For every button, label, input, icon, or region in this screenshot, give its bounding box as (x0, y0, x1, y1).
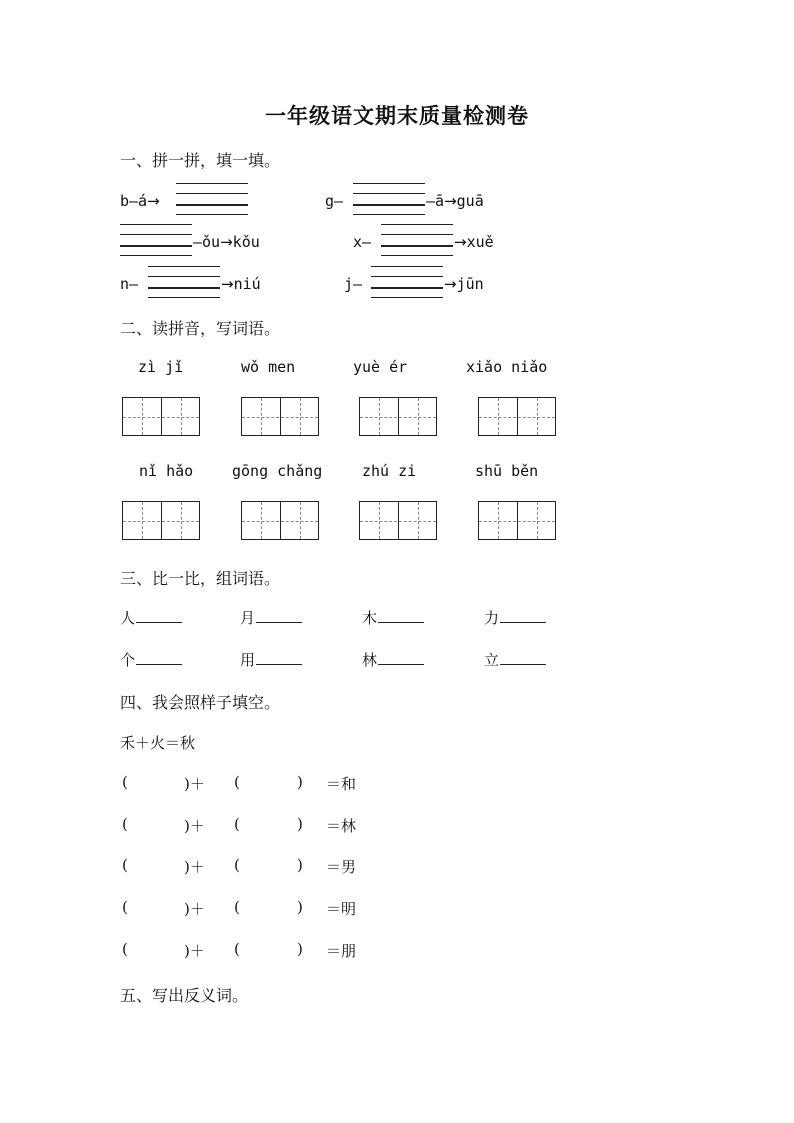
spell-r3b-left: j— (344, 275, 363, 293)
writing-staff[interactable] (176, 183, 248, 215)
answer-blank[interactable] (500, 650, 546, 665)
spell-r3a-left: n— (120, 275, 139, 293)
writing-grid[interactable] (478, 397, 556, 436)
fill-result: ＝朋 (326, 942, 357, 960)
fill-result: ＝男 (326, 858, 357, 876)
fill-open: ( (122, 940, 128, 958)
fill-close: ) (297, 898, 303, 916)
section-3-heading: 三、比一比，组词语。 (120, 569, 281, 588)
pinyin-label: gōng chǎng (232, 462, 323, 480)
answer-blank[interactable] (378, 608, 424, 623)
fill-plus: )＋ (184, 900, 205, 918)
fill-open: ( (234, 898, 240, 916)
answer-blank[interactable] (500, 608, 546, 623)
arrow-icon: → (147, 192, 160, 210)
answer-blank[interactable] (256, 608, 302, 623)
compare-item: 人 (120, 607, 182, 628)
writing-staff[interactable] (353, 183, 425, 215)
answer-blank[interactable] (136, 650, 182, 665)
fill-open: ( (234, 940, 240, 958)
writing-staff[interactable] (120, 224, 192, 256)
spell-r1a-left: b—á→ (120, 192, 160, 210)
fill-open: ( (122, 898, 128, 916)
writing-grid[interactable] (122, 397, 200, 436)
pinyin-label: zhú zi (362, 462, 417, 480)
arrow-icon: → (444, 275, 457, 293)
spell-r2b-right: →xuě (454, 233, 494, 251)
fill-plus: )＋ (184, 858, 205, 876)
writing-staff[interactable] (371, 266, 443, 298)
pinyin-label: zì jǐ (138, 358, 184, 376)
pinyin-label: xiǎo niǎo (466, 358, 548, 376)
writing-grid[interactable] (359, 397, 437, 436)
compare-item: 立 (484, 649, 546, 670)
section-1-heading: 一、拼一拼，填一填。 (120, 151, 281, 170)
arrow-icon: → (221, 275, 234, 293)
arrow-icon: → (454, 233, 467, 251)
fill-plus: )＋ (184, 817, 205, 835)
fill-close: ) (297, 940, 303, 958)
fill-plus: )＋ (184, 942, 205, 960)
compare-item: 用 (240, 649, 302, 670)
compare-item: 木 (362, 607, 424, 628)
fill-open: ( (122, 773, 128, 791)
pinyin-label: wǒ men (241, 358, 296, 376)
pinyin-label: nǐ hǎo (139, 462, 194, 480)
spell-r1b-left: g— (325, 192, 344, 210)
fill-close: ) (297, 815, 303, 833)
answer-blank[interactable] (378, 650, 424, 665)
section-5-heading: 五、写出反义词。 (120, 986, 249, 1005)
writing-grid[interactable] (359, 501, 437, 540)
writing-grid[interactable] (478, 501, 556, 540)
fill-open: ( (234, 815, 240, 833)
arrow-icon: → (220, 233, 233, 251)
fill-open: ( (234, 773, 240, 791)
spell-r1b-right: —ā→guā (426, 192, 484, 210)
compare-item: 林 (362, 649, 424, 670)
spell-r2b-left: x— (353, 233, 372, 251)
section-2-heading: 二、读拼音，写词语。 (120, 319, 281, 338)
writing-grid[interactable] (241, 501, 319, 540)
spell-r3b-right: →jūn (444, 275, 484, 293)
pinyin-label: yuè ér (353, 358, 408, 376)
spell-r2a-right: —ǒu→kǒu (193, 233, 260, 251)
compare-item: 月 (240, 607, 302, 628)
fill-close: ) (297, 856, 303, 874)
writing-grid[interactable] (241, 397, 319, 436)
example-formula: 禾＋火＝秋 (120, 734, 196, 752)
compare-item: 个 (120, 649, 182, 670)
section-4-heading: 四、我会照样子填空。 (120, 693, 281, 712)
fill-open: ( (122, 856, 128, 874)
writing-grid[interactable] (122, 501, 200, 540)
pinyin-label: shū běn (475, 462, 539, 480)
answer-blank[interactable] (136, 608, 182, 623)
writing-staff[interactable] (148, 266, 220, 298)
page-title: 一年级语文期末质量检测卷 (265, 103, 529, 128)
fill-plus: )＋ (184, 775, 205, 793)
fill-result: ＝林 (326, 817, 357, 835)
fill-result: ＝明 (326, 900, 357, 918)
fill-open: ( (122, 815, 128, 833)
arrow-icon: → (444, 192, 457, 210)
compare-item: 力 (484, 607, 546, 628)
fill-result: ＝和 (326, 775, 357, 793)
writing-staff[interactable] (381, 224, 453, 256)
spell-r3a-right: →niú (221, 275, 261, 293)
fill-open: ( (234, 856, 240, 874)
fill-close: ) (297, 773, 303, 791)
answer-blank[interactable] (256, 650, 302, 665)
